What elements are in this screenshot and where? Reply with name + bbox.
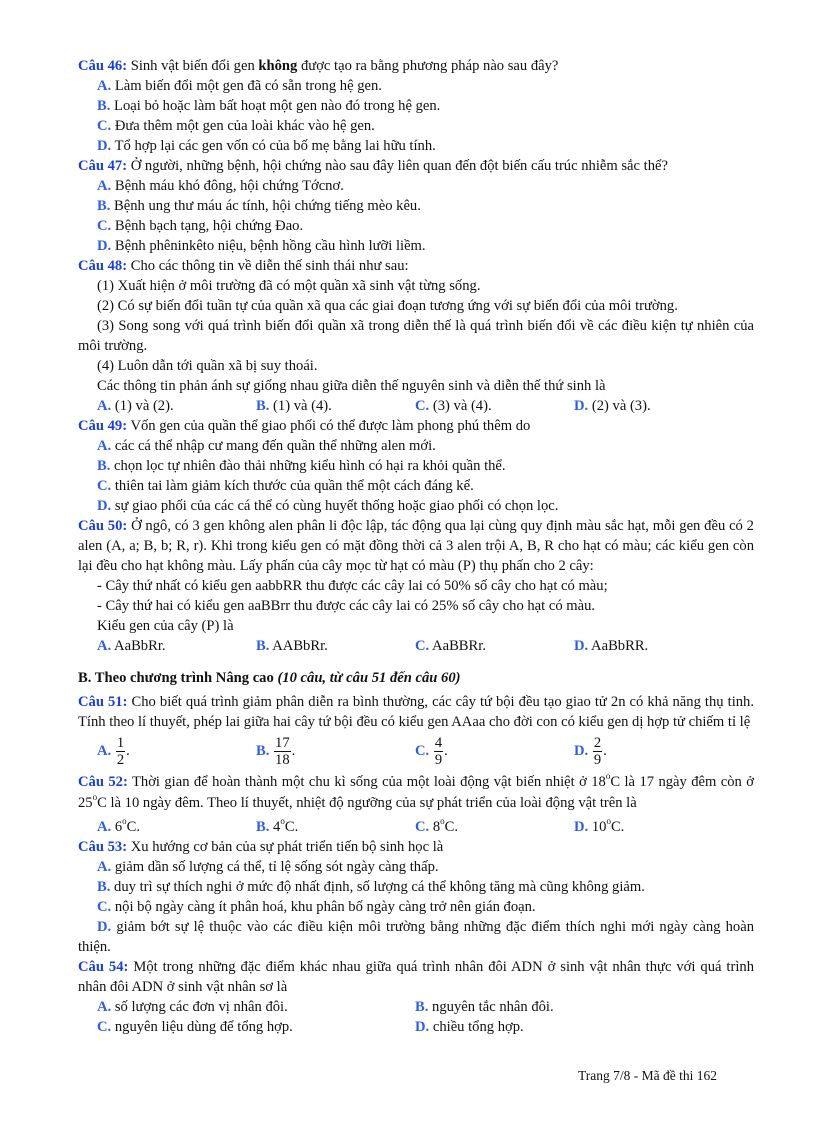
question-51 — [78, 692, 754, 770]
option-text: Bệnh ung thư máu ác tính, hội chứng tiếng mèo kêu. — [114, 198, 421, 214]
option-text: chiều tổng hợp. — [432, 1019, 524, 1035]
question-48-stem — [78, 256, 754, 276]
question-50-stem — [78, 516, 754, 576]
question-53 — [78, 837, 754, 957]
option-letter: B. — [415, 999, 429, 1015]
option-text: nguyên liệu dùng để tổng hợp. — [114, 1019, 293, 1035]
option-c — [415, 817, 574, 837]
question-49 — [78, 416, 754, 516]
question-number: Câu 54: — [78, 959, 129, 975]
degree-sign: o — [606, 816, 611, 826]
option-letter: C. — [415, 819, 430, 835]
option-d — [574, 817, 733, 837]
info-item-2: (2) Có sự biến đổi tuần tự của quần xã qua các giai đoạn tương ứng với sự biến đổi của môi trường. — [97, 298, 678, 314]
exam-page — [78, 56, 754, 1037]
option-letter: B. — [256, 819, 270, 835]
option-b — [97, 877, 754, 897]
option-a — [97, 636, 256, 656]
option-a — [97, 396, 256, 416]
option-letter: B. — [97, 879, 111, 895]
option-a — [97, 817, 256, 837]
option-a — [97, 857, 754, 877]
degree-sign: o — [122, 816, 127, 826]
option-text: AaBbRr. — [114, 638, 166, 654]
question-52 — [78, 772, 754, 837]
options-row — [97, 636, 754, 656]
option-d — [97, 236, 754, 256]
option-d — [574, 636, 733, 656]
denominator: 18 — [275, 751, 290, 768]
question-51-stem — [78, 692, 754, 732]
fraction — [116, 735, 125, 768]
option-a — [97, 436, 754, 456]
option-value: 6 — [114, 819, 123, 835]
option-unit: C. — [444, 819, 459, 835]
option-letter: C. — [97, 899, 112, 915]
option-letter: B. — [256, 398, 270, 414]
numerator: 4 — [434, 734, 443, 751]
option-letter: B. — [256, 743, 270, 759]
option-value: 4 — [273, 819, 281, 835]
question-47 — [78, 156, 754, 256]
question-50-prompt: Kiểu gen của cây (P) là — [97, 618, 234, 634]
question-number: Câu 47: — [78, 158, 128, 174]
options-row — [97, 1017, 754, 1037]
option-letter: B. — [97, 198, 111, 214]
question-number: Câu 49: — [78, 418, 128, 434]
option-text: chọn lọc tự nhiên đào thải những kiểu hình có hại ra khỏi quần thể. — [114, 458, 506, 474]
option-text: Bệnh máu khó đông, hội chứng Tớcnơ. — [114, 178, 344, 194]
option-c — [97, 476, 754, 496]
page-footer: Trang 7/8 - Mã đề thi 162 — [578, 1068, 717, 1083]
stem-text: Một trong những đặc điểm khác nhau giữa quá trình nhân đôi ADN ở sinh vật nhân thực với quá trình nhân đôi ADN ở sinh vật nhân sơ là — [78, 959, 754, 995]
option-letter: A. — [97, 743, 112, 759]
stem-text: Cho các thông tin về diễn thế sinh thái như sau: — [130, 258, 409, 274]
options-row — [97, 396, 754, 416]
option-letter: C. — [415, 398, 430, 414]
numerator: 17 — [275, 734, 290, 751]
option-a — [97, 997, 415, 1017]
question-47-stem — [78, 156, 754, 176]
option-text: Bệnh bạch tạng, hội chứng Đao. — [114, 218, 304, 234]
question-number: Câu 51: — [78, 694, 128, 710]
option-b — [415, 997, 733, 1017]
option-letter: A. — [97, 999, 112, 1015]
option-letter: D. — [574, 819, 589, 835]
fraction — [593, 735, 602, 768]
option-c — [415, 636, 574, 656]
degree-sign: o — [440, 816, 445, 826]
option-text: Làm biến đổi một gen đã có sẵn trong hệ gen. — [114, 78, 382, 94]
section-title: B. Theo chương trình Nâng cao — [78, 670, 278, 686]
option-letter: D. — [97, 919, 112, 935]
option-letter: A. — [97, 438, 112, 454]
option-b — [97, 456, 754, 476]
options-row — [97, 817, 754, 837]
stem-text: Sinh vật biến đổi gen — [130, 58, 259, 74]
fraction — [434, 735, 443, 768]
cross-1: - Cây thứ nhất có kiểu gen aabbRR thu được các cây lai có 50% số cây cho hạt có màu; — [97, 578, 608, 594]
stem-text: Ở ngô, có 3 gen không alen phân li độc lập, tác động qua lại cùng quy định màu sắc hạt, mỗi gen đều có 2 alen (A, a; B, b; R, r). Khi trong kiểu gen có mặt đồng thời cả 3 alen trội A, B, R cho hạt có màu; các kiểu gen còn lại đều cho hạt không màu. Lấy phấn của cây mọc từ hạt có màu (P) thụ phấn cho 2 cây: — [78, 518, 754, 574]
stem-text: Vốn gen của quần thể giao phối có thể được làm phong phú thêm do — [130, 418, 531, 434]
option-text: (2) và (3). — [591, 398, 651, 414]
numerator: 1 — [116, 734, 125, 751]
option-b — [97, 96, 754, 116]
option-unit: C. — [610, 819, 625, 835]
options-row — [97, 997, 754, 1017]
option-letter: D. — [97, 498, 112, 514]
option-letter: A. — [97, 398, 112, 414]
option-d — [415, 1017, 733, 1037]
option-letter: D. — [415, 1019, 430, 1035]
option-letter: D. — [574, 398, 589, 414]
option-text: duy trì sự thích nghi ở mức độ nhất định, số lượng cá thể không tăng mà cũng không giảm. — [114, 879, 645, 895]
denominator: 9 — [593, 751, 602, 768]
info-item-3: (3) Song song với quá trình biến đổi quần xã trong diễn thế là quá trình biến đổi về các điều kiện tự nhiên của môi trường. — [78, 318, 754, 354]
question-54-stem — [78, 957, 754, 997]
option-letter: B. — [97, 98, 111, 114]
question-46-stem — [78, 56, 754, 76]
question-50 — [78, 516, 754, 656]
stem-text: Cho biết quá trình giảm phân diễn ra bình thường, các cây tứ bội đều tạo giao tử 2n có khả năng thụ tinh. Tính theo lí thuyết, phép lai giữa hai cây tứ bội đều có kiểu gen AAaa cho đời con có kiểu gen dị hợp tử chiếm tỉ lệ — [78, 694, 754, 730]
question-54 — [78, 957, 754, 1037]
option-letter: D. — [574, 743, 589, 759]
degree-sign: o — [92, 792, 98, 802]
info-item-1: (1) Xuất hiện ở môi trường đã có một quần xã sinh vật từng sống. — [97, 278, 481, 294]
option-letter: D. — [97, 138, 112, 154]
cross-2: - Cây thứ hai có kiểu gen aaBBrr thu được các cây lai có 25% số cây cho hạt có màu. — [97, 598, 596, 614]
option-c — [415, 396, 574, 416]
question-48-prompt: Các thông tin phản ánh sự giống nhau giữa diễn thế nguyên sinh và diễn thế thứ sinh là — [97, 378, 606, 394]
option-letter: A. — [97, 859, 112, 875]
option-unit: C. — [126, 819, 141, 835]
option-letter: A. — [97, 178, 112, 194]
option-text: Tổ hợp lại các gen vốn có của bố mẹ bằng lai hữu tính. — [114, 138, 436, 154]
option-a — [97, 176, 754, 196]
option-text: Bệnh phêninkêto niệu, bệnh hồng cầu hình lưỡi liềm. — [114, 238, 426, 254]
option-value: 10 — [591, 819, 607, 835]
option-letter: C. — [415, 638, 430, 654]
option-b — [256, 396, 415, 416]
option-letter: A. — [97, 638, 112, 654]
option-text: (1) và (4). — [273, 398, 332, 414]
stem-text: Thời gian để hoàn thành một chu kì sống của một loài động vật biến nhiệt ở 18 — [131, 774, 606, 790]
option-c — [97, 1017, 415, 1037]
option-d — [97, 496, 754, 516]
section-note: (10 câu, từ câu 51 đến câu 60) — [277, 670, 461, 686]
option-text: giảm bớt sự lệ thuộc vào các điều kiện môi trường bằng những đặc điểm thích nghi mới ngày càng hoàn thiện. — [78, 919, 754, 955]
option-letter: C. — [97, 218, 112, 234]
denominator: 9 — [434, 751, 443, 768]
option-text: Đưa thêm một gen của loài khác vào hệ gen. — [114, 118, 375, 134]
option-text: AaBbRR. — [591, 638, 649, 654]
option-d — [78, 917, 754, 957]
option-letter: B. — [97, 458, 111, 474]
option-a: A. $\frac{1}{2}$ . — [97, 734, 130, 768]
denominator: 2 — [116, 751, 125, 768]
options-row — [97, 732, 754, 770]
option-text: thiên tai làm giảm kích thước của quần thể một cách đáng kể. — [114, 478, 474, 494]
option-letter: C. — [415, 743, 430, 759]
option-letter: B. — [256, 638, 270, 654]
option-letter: C. — [97, 478, 112, 494]
option-text: AABbRr. — [272, 638, 328, 654]
option-b — [256, 817, 415, 837]
section-heading — [78, 668, 754, 688]
stem-text: C là 17 ngày đêm còn ở 25 — [78, 774, 754, 811]
degree-sign: o — [605, 771, 611, 781]
option-unit: C. — [284, 819, 299, 835]
option-letter: C. — [97, 118, 112, 134]
question-number: Câu 52: — [78, 774, 128, 790]
option-text: nội bộ ngày càng ít phân hoá, khu phân bố ngày càng trở nên gián đoạn. — [114, 899, 536, 915]
option-d — [574, 396, 733, 416]
stem-text: Ở người, những bệnh, hội chứng nào sau đây liên quan đến đột biến cấu trúc nhiễm sắc thể? — [130, 158, 668, 174]
option-text: giảm dần số lượng cá thể, tỉ lệ sống sót ngày càng thấp. — [114, 859, 439, 875]
numerator: 2 — [593, 734, 602, 751]
question-48 — [78, 256, 754, 416]
degree-sign: o — [280, 816, 285, 826]
info-item-4: (4) Luôn dẫn tới quần xã bị suy thoái. — [97, 358, 318, 374]
option-c — [97, 216, 754, 236]
option-d: D. $\frac{2}{9}$ . — [574, 734, 607, 768]
option-a — [97, 76, 754, 96]
option-text: sự giao phối của các cá thể có cùng huyết thống hoặc giao phối có chọn lọc. — [114, 498, 559, 514]
option-text: AaBBRr. — [432, 638, 486, 654]
option-text: số lượng các đơn vị nhân đôi. — [114, 999, 288, 1015]
option-b: B. $\frac{17}{18}$ . — [256, 734, 296, 768]
stem-text: C là 10 ngày đêm. Theo lí thuyết, nhiệt độ ngưỡng của sự phát triển của loài động vật trên là — [97, 795, 637, 811]
option-c — [97, 116, 754, 136]
question-number: Câu 46: — [78, 58, 128, 74]
option-d — [97, 136, 754, 156]
question-52-stem — [78, 772, 754, 814]
stem-emphasis: không — [258, 58, 298, 74]
option-value: 8 — [432, 819, 441, 835]
option-c — [97, 897, 754, 917]
option-text: (3) và (4). — [432, 398, 492, 414]
option-letter: D. — [574, 638, 589, 654]
question-46 — [78, 56, 754, 156]
stem-text: được tạo ra bằng phương pháp nào sau đây? — [297, 58, 559, 74]
option-letter: A. — [97, 78, 112, 94]
option-b — [256, 636, 415, 656]
stem-text: Xu hướng cơ bản của sự phát triển tiến bộ sinh học là — [130, 839, 444, 855]
option-c: C. $\frac{4}{9}$ . — [415, 734, 448, 768]
question-number: Câu 48: — [78, 258, 128, 274]
option-text: Loại bỏ hoặc làm bất hoạt một gen nào đó trong hệ gen. — [114, 98, 441, 114]
question-number: Câu 50: — [78, 518, 128, 534]
option-text: nguyên tắc nhân đôi. — [432, 999, 554, 1015]
option-letter: C. — [97, 1019, 112, 1035]
fraction — [274, 735, 291, 768]
option-letter: D. — [97, 238, 112, 254]
question-49-stem — [78, 416, 754, 436]
option-letter: A. — [97, 819, 112, 835]
option-text: các cá thể nhập cư mang đến quần thể những alen mới. — [114, 438, 436, 454]
option-b — [97, 196, 754, 216]
question-53-stem — [78, 837, 754, 857]
question-number: Câu 53: — [78, 839, 128, 855]
option-text: (1) và (2). — [114, 398, 174, 414]
